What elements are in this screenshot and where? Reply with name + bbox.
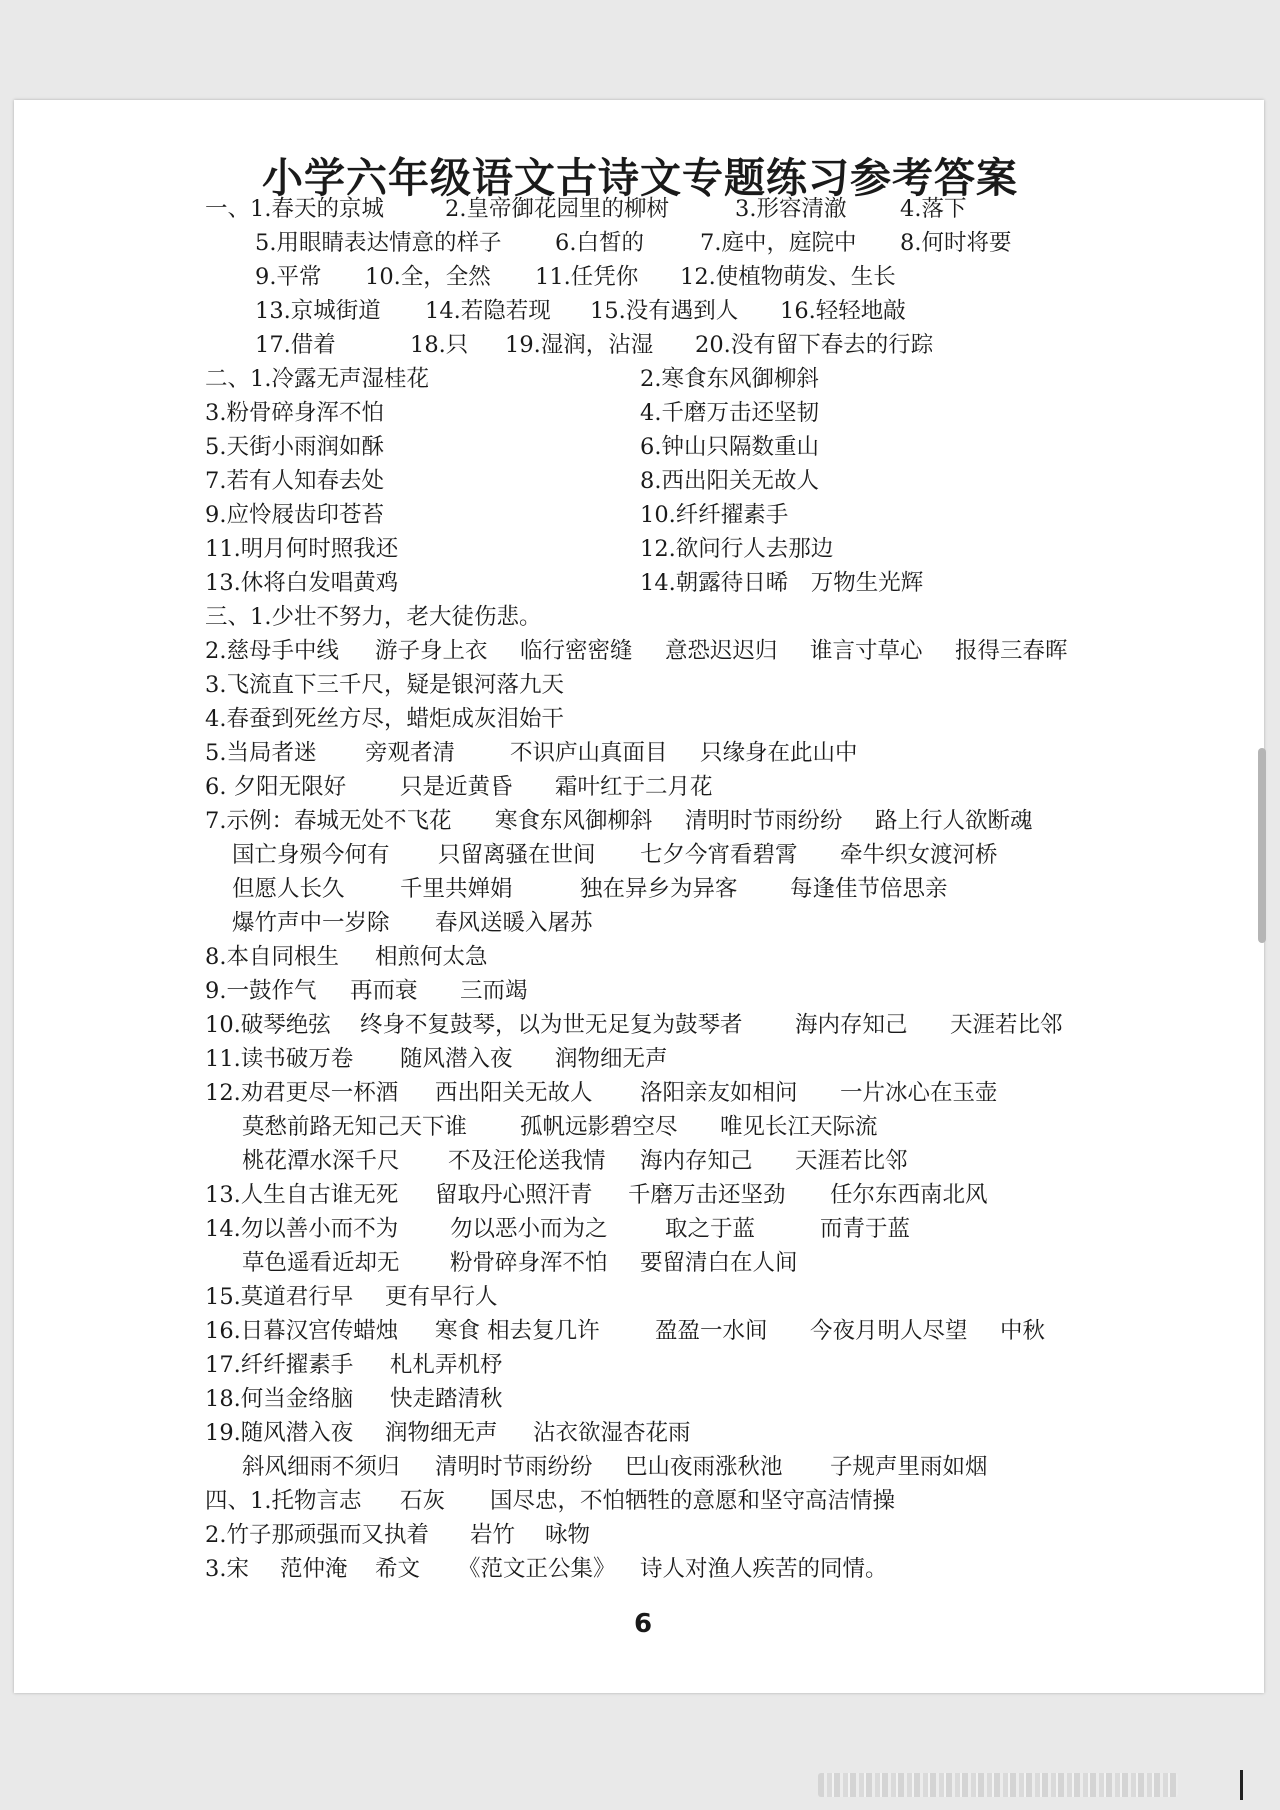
answer-line (0, 1450, 1280, 1484)
answer-text: 5.天街小雨润如酥 (205, 434, 384, 460)
answer-line (0, 1144, 1280, 1178)
answer-text: 希文 (375, 1556, 421, 1582)
answer-line (0, 532, 1280, 566)
answer-text: 14.若隐若现 (425, 298, 551, 324)
answer-text: 20.没有留下春去的行踪 (695, 332, 934, 358)
answer-text: 莫愁前路无知己天下谁 (242, 1114, 468, 1140)
answer-text: 子规声里雨如烟 (830, 1454, 988, 1480)
answer-text: 7.示例：春城无处不飞花 (205, 808, 452, 834)
answer-text: 一、1.春天的京城 (205, 196, 384, 222)
answer-text: 巴山夜雨涨秋池 (625, 1454, 783, 1480)
answer-line (0, 1484, 1280, 1518)
answer-text: 终身不复鼓琴，以为世无足复为鼓琴者 (360, 1012, 743, 1038)
answer-line (0, 600, 1280, 634)
answer-text: 霜叶红于二月花 (555, 774, 713, 800)
answer-line (0, 396, 1280, 430)
page-number: 6 (633, 1609, 653, 1639)
answer-text: 17.借着 (255, 332, 336, 358)
answer-line (0, 1110, 1280, 1144)
answer-line (0, 906, 1280, 940)
answer-text: 二、1.冷露无声湿桂花 (205, 366, 429, 392)
answer-text: 4.千磨万击还坚韧 (640, 400, 819, 426)
answer-line (0, 1416, 1280, 1450)
answer-text: 3.形容清澈 (735, 196, 847, 222)
answer-line (0, 1178, 1280, 1212)
answer-text: 斜风细雨不须归 (242, 1454, 400, 1480)
answer-text: 13.京城街道 (255, 298, 381, 324)
answer-text: 札札弄机杼 (390, 1352, 503, 1378)
answer-line (0, 1382, 1280, 1416)
answer-text: 3.飞流直下三千尺，疑是银河落九天 (205, 672, 564, 698)
answer-text: 9.一鼓作气 (205, 978, 317, 1004)
answer-line (0, 872, 1280, 906)
answer-text: 润物细无声 (385, 1420, 498, 1446)
answer-line (0, 838, 1280, 872)
answer-text: 独在异乡为异客 (580, 876, 738, 902)
answer-text: 沾衣欲湿杏花雨 (533, 1420, 691, 1446)
answer-text: 爆竹声中一岁除 (232, 910, 390, 936)
answer-text: 旁观者清 (365, 740, 456, 766)
answer-text: 四、1.托物言志 (205, 1488, 362, 1514)
answer-text: 14.朝露待日晞 万物生光辉 (640, 570, 924, 596)
answer-line (0, 702, 1280, 736)
answer-text: 15.没有遇到人 (590, 298, 739, 324)
answer-text: 只留离骚在世间 (438, 842, 596, 868)
answer-text: 19.随风潜入夜 (205, 1420, 354, 1446)
answer-text: 而青于蓝 (820, 1216, 911, 1242)
answer-text: 游子身上衣 (375, 638, 488, 664)
answer-text: 国亡身殒今何有 (232, 842, 390, 868)
answer-line (0, 226, 1280, 260)
answer-text: 天涯若比邻 (795, 1148, 908, 1174)
answer-text: 6.钟山只隔数重山 (640, 434, 819, 460)
answer-text: 三、1.少壮不努力，老大徒伤悲。 (205, 604, 542, 630)
answer-text: 诗人对渔人疾苦的同情。 (640, 1556, 888, 1582)
answer-text: 取之于蓝 (665, 1216, 756, 1242)
answer-text: 千里共婵娟 (400, 876, 513, 902)
answer-text: 报得三春晖 (955, 638, 1068, 664)
answer-line (0, 1280, 1280, 1314)
page-title: 小学六年级语文古诗文专题练习参考答案 (262, 154, 1018, 202)
answer-line (0, 1076, 1280, 1110)
answer-text: 7.若有人知春去处 (205, 468, 384, 494)
answer-line (0, 974, 1280, 1008)
answer-text: 范仲淹 (280, 1556, 348, 1582)
answer-text: 七夕今宵看碧霄 (640, 842, 798, 868)
answer-text: 更有早行人 (385, 1284, 498, 1310)
answer-text: 一片冰心在玉壶 (840, 1080, 998, 1106)
answer-text: 随风潜入夜 (400, 1046, 513, 1072)
answer-text: 千磨万击还坚劲 (628, 1182, 786, 1208)
answer-text: 再而衰 (350, 978, 418, 1004)
answer-line (0, 1518, 1280, 1552)
answer-text: 10.纤纤擢素手 (640, 502, 789, 528)
answer-text: 2.寒食东风御柳斜 (640, 366, 819, 392)
answer-line (0, 770, 1280, 804)
answer-text: 天涯若比邻 (950, 1012, 1063, 1038)
cursor-bar (1240, 1770, 1243, 1800)
answer-text: 孤帆远影碧空尽 (520, 1114, 678, 1140)
answer-text: 但愿人长久 (232, 876, 345, 902)
vertical-scrollbar[interactable] (1258, 748, 1266, 943)
answer-text: 桃花潭水深千尺 (242, 1148, 400, 1174)
answer-text: 3.粉骨碎身浑不怕 (205, 400, 384, 426)
answer-line (0, 260, 1280, 294)
answer-text: 15.莫道君行早 (205, 1284, 354, 1310)
answer-line (0, 668, 1280, 702)
answer-text: 9.平常 (255, 264, 322, 290)
answer-line (0, 940, 1280, 974)
answer-text: 草色遥看近却无 (242, 1250, 400, 1276)
answer-text: 国尽忠，不怕牺牲的意愿和坚守高洁情操 (490, 1488, 896, 1514)
answer-text: 只缘身在此山中 (700, 740, 858, 766)
answer-text: 5.当局者迷 (205, 740, 317, 766)
answer-text: 19.湿润，沾湿 (505, 332, 654, 358)
answer-text: 唯见长江天际流 (720, 1114, 878, 1140)
answer-text: 清明时节雨纷纷 (685, 808, 843, 834)
answer-text: 4.落下 (900, 196, 967, 222)
answer-line (0, 804, 1280, 838)
answer-text: 2.慈母手中线 (205, 638, 339, 664)
answer-line (0, 736, 1280, 770)
answer-text: 8.西出阳关无故人 (640, 468, 819, 494)
answer-line (0, 430, 1280, 464)
answer-line (0, 1042, 1280, 1076)
answer-text: 清明时节雨纷纷 (435, 1454, 593, 1480)
answer-text: 6. 夕阳无限好 (205, 774, 347, 800)
answer-text: 13.休将白发唱黄鸡 (205, 570, 399, 596)
answer-text: 12.使植物萌发、生长 (680, 264, 896, 290)
answer-text: 《范文正公集》 (458, 1556, 616, 1582)
answer-text: 不识庐山真面目 (510, 740, 668, 766)
answer-text: 洛阳亲友如相问 (640, 1080, 798, 1106)
answer-text: 意恐迟迟归 (665, 638, 778, 664)
answer-line (0, 1008, 1280, 1042)
answer-text: 路上行人欲断魂 (875, 808, 1033, 834)
answer-text: 16.日暮汉宫传蜡烛 (205, 1318, 399, 1344)
answer-text: 盈盈一水间 (655, 1318, 768, 1344)
answer-text: 4.春蚕到死丝方尽，蜡炬成灰泪始干 (205, 706, 564, 732)
answer-text: 17.纤纤擢素手 (205, 1352, 354, 1378)
answer-text: 2.皇帝御花园里的柳树 (445, 196, 669, 222)
answer-text: 10.全，全然 (365, 264, 491, 290)
answer-text: 8.何时将要 (900, 230, 1012, 256)
answer-line (0, 1246, 1280, 1280)
answer-line (0, 328, 1280, 362)
answer-text: 11.读书破万卷 (205, 1046, 354, 1072)
answer-text: 不及汪伦送我情 (448, 1148, 606, 1174)
answer-text: 咏物 (545, 1522, 591, 1548)
answer-text: 3.宋 (205, 1556, 249, 1582)
answer-line (0, 294, 1280, 328)
answer-text: 粉骨碎身浑不怕 (450, 1250, 608, 1276)
answer-text: 12.劝君更尽一杯酒 (205, 1080, 399, 1106)
answer-text: 2.竹子那顽强而又执着 (205, 1522, 429, 1548)
answer-text: 16.轻轻地敲 (780, 298, 906, 324)
answer-line (0, 192, 1280, 226)
answer-text: 临行密密缝 (520, 638, 633, 664)
answer-text: 12.欲问行人去那边 (640, 536, 834, 562)
answer-text: 留取丹心照汗青 (435, 1182, 593, 1208)
answer-text: 18.何当金络脑 (205, 1386, 354, 1412)
answer-text: 牵牛织女渡河桥 (840, 842, 998, 868)
answer-line (0, 566, 1280, 600)
answer-text: 只是近黄昏 (400, 774, 513, 800)
answer-line (0, 634, 1280, 668)
answer-text: 14.勿以善小而不为 (205, 1216, 399, 1242)
answer-line (0, 498, 1280, 532)
answer-text: 岩竹 (470, 1522, 516, 1548)
answer-text: 5.用眼睛表达情意的样子 (255, 230, 502, 256)
answer-text: 海内存知己 (795, 1012, 908, 1038)
answer-text: 三而竭 (460, 978, 528, 1004)
answer-text: 11.明月何时照我还 (205, 536, 399, 562)
answer-text: 要留清白在人间 (640, 1250, 798, 1276)
answer-text: 9.应怜屐齿印苍苔 (205, 502, 384, 528)
answer-text: 润物细无声 (555, 1046, 668, 1072)
answer-text: 谁言寸草心 (810, 638, 923, 664)
answer-line (0, 1212, 1280, 1246)
answer-text: 春风送暖入屠苏 (435, 910, 593, 936)
answer-text: 7.庭中，庭院中 (700, 230, 857, 256)
answer-text: 中秋 (1000, 1318, 1046, 1344)
answer-line (0, 464, 1280, 498)
answer-text: 13.人生自古谁无死 (205, 1182, 399, 1208)
answer-line (0, 1348, 1280, 1382)
answer-line (0, 362, 1280, 396)
thumbnail-strip (818, 1773, 1178, 1797)
answer-text: 寒食 相去复几许 (435, 1318, 600, 1344)
answer-text: 8.本自同根生 (205, 944, 339, 970)
answer-text: 11.任凭你 (535, 264, 639, 290)
answer-line (0, 1314, 1280, 1348)
answer-text: 每逢佳节倍思亲 (790, 876, 948, 902)
answer-text: 10.破琴绝弦 (205, 1012, 331, 1038)
answer-text: 石灰 (400, 1488, 446, 1514)
answer-text: 相煎何太急 (375, 944, 488, 970)
answer-text: 6.白皙的 (555, 230, 644, 256)
answer-text: 寒食东风御柳斜 (495, 808, 653, 834)
answer-text: 今夜月明人尽望 (810, 1318, 968, 1344)
answer-text: 18.只 (410, 332, 469, 358)
answer-text: 西出阳关无故人 (435, 1080, 593, 1106)
answer-text: 快走踏清秋 (390, 1386, 503, 1412)
answer-text: 勿以恶小而为之 (450, 1216, 608, 1242)
answer-line (0, 1552, 1280, 1586)
answer-text: 任尔东西南北风 (830, 1182, 988, 1208)
answer-text: 海内存知己 (640, 1148, 753, 1174)
